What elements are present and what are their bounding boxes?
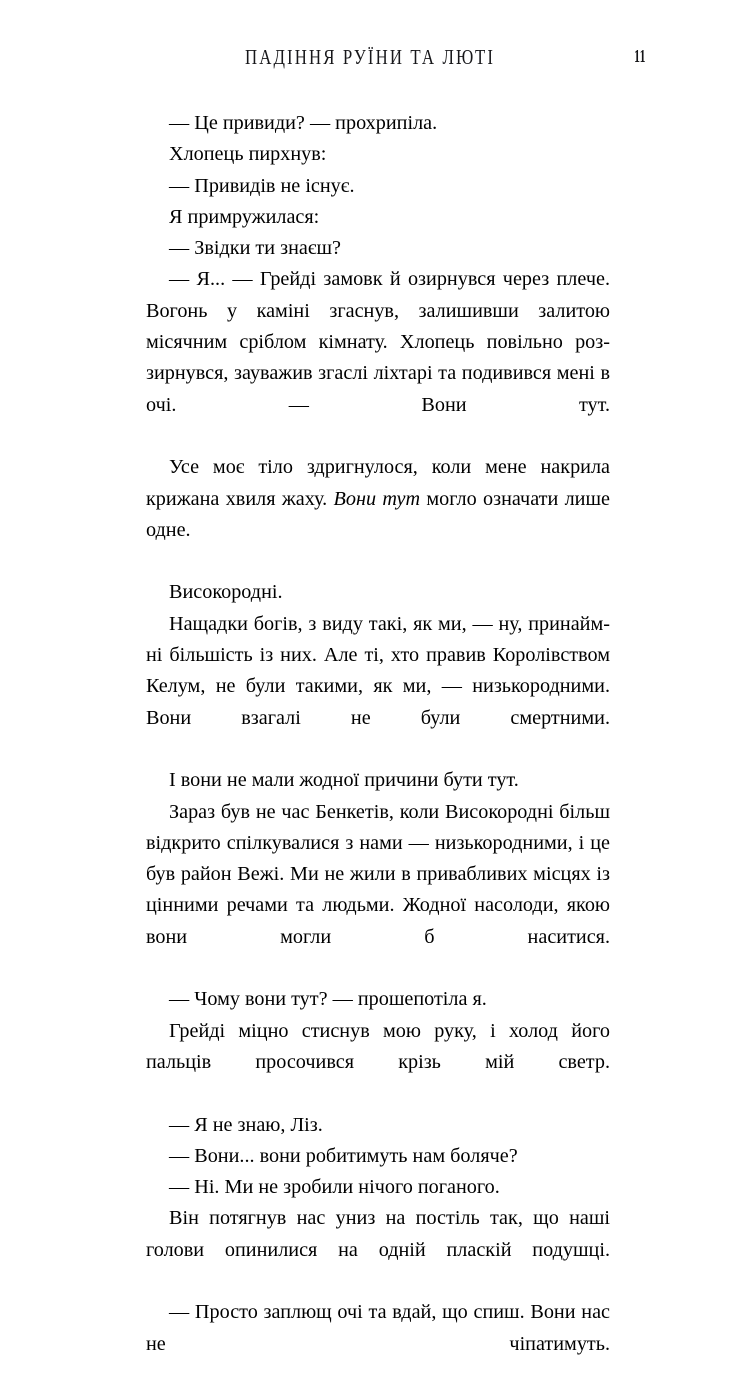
running-head [0,44,756,72]
paragraph: Я примружилася: [169,205,320,228]
paragraph: Високородні. [169,581,283,604]
paragraph: Нащадки богів, з виду такі, як ми, — ну, принаймні більшість із них. Але ті, хто правив Королівством Келум, не були такими, як ми, — низькородними. Вони взагалі не були смертними. [146,612,610,729]
paragraph: — Вони... вони робитимуть нам боляче? [169,1144,518,1167]
emphasised-phrase: Вони тут [333,487,421,510]
paragraph: — Це привиди? — прохрипіла. [169,112,438,134]
paragraph: Усе моє тіло здригнулося, коли мене накрила крижана хвиля жаху. Вони тут могло означати лише одне. [146,456,610,541]
body-text-block [146,108,610,1391]
paragraph: — Я не знаю, Ліз. [169,1113,323,1136]
page-number: 11 [634,47,646,67]
paragraph: І вони не мали жодної причини бути тут. [169,769,519,792]
paragraph: Він потягнув нас униз на постіль так, що наші голови опинилися на одній пласкій подушці. [146,1207,610,1261]
paragraph: — Я... — Грейді замовк й озирнувся через плече. Вогонь у каміні згаснув, залишивши залитою місячним сріблом кімнату. Хлопець повільно роззирнувся, зауважив згаслі ліхтарі та подивився мені в очі. — Вони тут. [146,268,610,416]
running-head-title: ПАДІННЯ РУЇНИ ТА ЛЮТІ [244,45,496,69]
paragraph: Зараз був не час Бенкетів, коли Високородні більш відкрито спілкувалися з нами — низькородними, і це був район Вежі. Ми не жили в привабливих місцях із цінними речами та людьми. Жодної насолоди, якою вони могли б наситися. [146,800,610,948]
paragraph: Грейді міцно стиснув мою руку, і холод його пальців просочився крізь мій светр. [146,1019,610,1073]
paragraph: — Ні. Ми не зробили нічого поганого. [169,1176,500,1199]
paragraph: — Чому вони тут? — прошепотіла я. [169,988,487,1011]
paragraph: Хлопець пирхнув: [169,143,327,166]
paragraph: — Звідки ти знаєш? [169,237,341,260]
paragraph: — Привидів не існує. [169,174,355,197]
paragraph: — Просто заплющ очі та вдай, що спиш. Вони нас не чіпатимуть. [146,1301,610,1355]
